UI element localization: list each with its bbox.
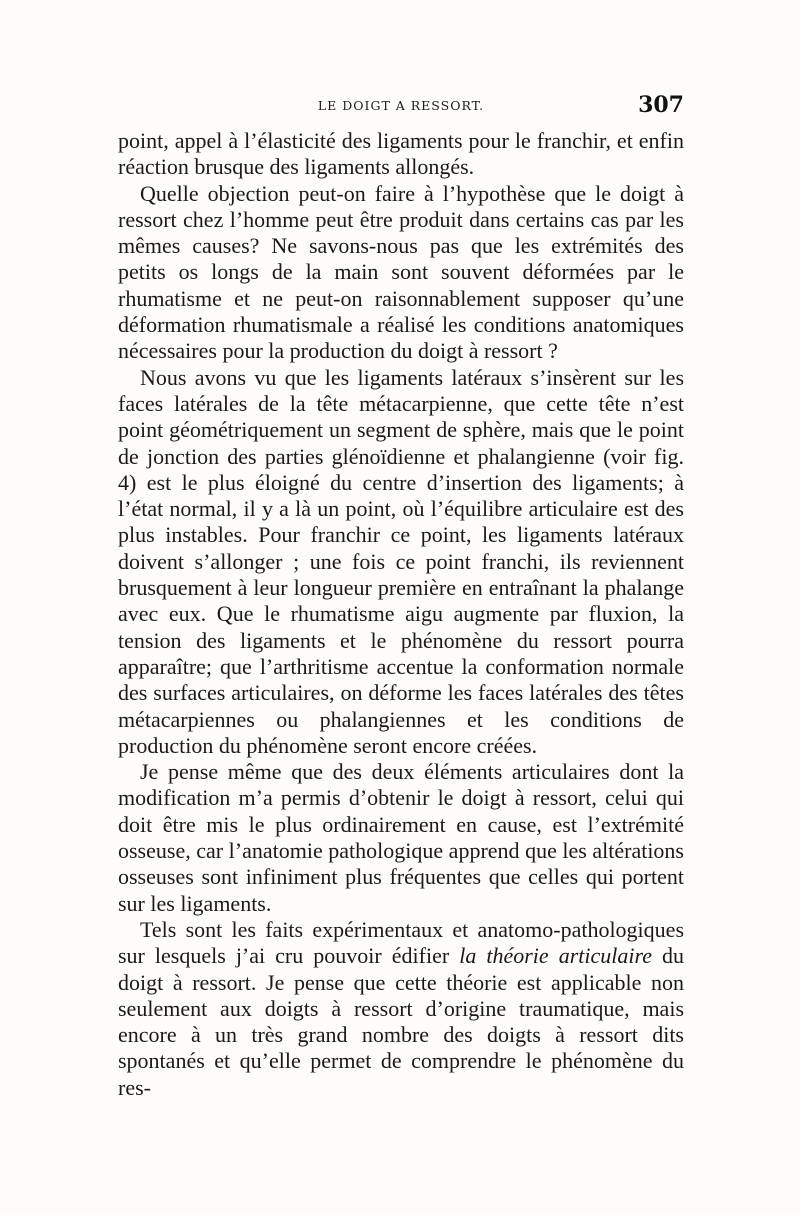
page-number: 307 xyxy=(638,92,684,118)
paragraph-1: point, appel à l’élasticité des ligaments pour le franchir, et enfin réaction brusque des ligaments allongés. xyxy=(118,128,684,180)
running-title: LE DOIGT A RESSORT. xyxy=(317,98,485,113)
paragraph-5-italic-term: la théorie articulaire xyxy=(459,943,652,969)
paragraph-3: Nous avons vu que les ligaments latéraux s’insèrent sur les faces latérales de la tête métacarpienne, que cette tête n’est point géométriquement un segment de sphère, mais que le point de jonction des parties glénoïdienne et phalangienne (voir fig. 4) est le plus éloigné du centre d’insertion des ligaments; à l’état normal, il y a là un point, où l’équilibre articulaire est des plus instables. Pour franchir ce point, les ligaments latéraux doivent s’allonger ; une fois ce point franchi, ils reviennent brusquement à leur longueur première en entraînant la phalange avec eux. Que le rhumatisme aigu augmente par fluxion, la tension des ligaments et le phénomène du ressort pourra apparaître; que l’arthritisme accentue la conformation normale des surfaces articulaires, on déforme les faces latérales des têtes métacarpiennes ou phalangiennes et les conditions de production du phénomène seront encore créées. xyxy=(118,364,684,758)
paragraph-5-text-before: Tels sont les faits expérimentaux et anatomo-pathologiques sur lesquels j’ai cru pouvoir édifier xyxy=(118,916,684,969)
paragraph-5 xyxy=(118,917,684,1101)
paragraph-5-text-after: du doigt à ressort. Je pense que cette théorie est applicable non seulement aux doigts à ressort d’origine traumatique, mais encore à un très grand nombre des doigts à ressort dits spontanés et qu’elle permet de comprendre le phénomène du res- xyxy=(118,943,685,1100)
paragraph-2: Quelle objection peut-on faire à l’hypothèse que le doigt à ressort chez l’homme peut être produit dans certains cas par les mêmes causes? Ne savons-nous pas que les extrémités des petits os longs de la main sont souvent déformées par le rhumatisme et ne peut-on raisonnablement supposer qu’une déformation rhumatismale a réalisé les conditions anatomiques nécessaires pour la production du doigt à ressort ? xyxy=(118,180,684,364)
body-text xyxy=(118,128,684,1101)
paragraph-4: Je pense même que des deux éléments articulaires dont la modification m’a permis d’obtenir le doigt à ressort, celui qui doit être mis le plus ordinairement en cause, est l’extrémité osseuse, car l’anatomie pathologique apprend que les altérations osseuses sont infiniment plus fréquentes que celles qui portent sur les ligaments. xyxy=(118,759,684,916)
running-head xyxy=(118,92,684,122)
